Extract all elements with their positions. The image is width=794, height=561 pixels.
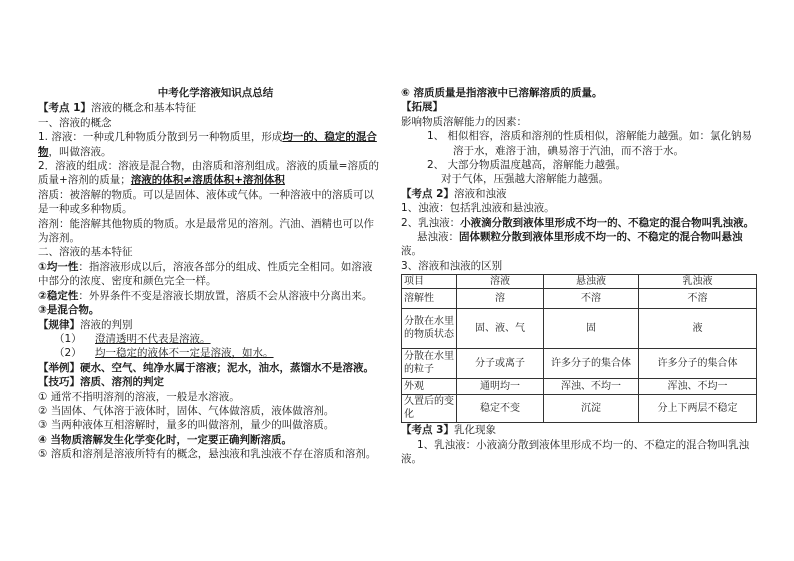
solution-definition (38, 130, 393, 159)
turbid-3-label: 悬浊液： (417, 231, 459, 244)
example-text: 硬水、空气、纯净水属于溶液；泥水，油水，蒸馏水不是溶液。 (80, 361, 374, 374)
table-cell: 溶 (457, 289, 544, 309)
tip-3: ③ 当两种液体互相溶解时，量多的叫做溶剂，量少的叫做溶质。 (38, 419, 335, 432)
rule-1-num: （1） (54, 332, 82, 345)
example-tag: 【举例】 (38, 361, 80, 374)
feature-1-cont: 中部分的浓度、密度和颜色完全一样。 (38, 275, 217, 288)
feature-1-label: ①均一性 (38, 260, 79, 273)
tip-text: 溶质、溶剂的判定 (80, 376, 164, 389)
table-cell: 不溶 (544, 289, 639, 309)
table-cell: 通明均一 (457, 379, 544, 395)
feature-1 (38, 260, 393, 274)
composition-line-1: 2．溶液的组成：溶液是混合物，由溶质和溶剂组成。溶液的质量=溶质的 (38, 160, 379, 173)
solute-line-1: 溶质：被溶解的物质。可以是固体、液体或气体。一种溶液中的溶质可以 (38, 188, 374, 201)
solvent-line-1: 溶剂：能溶解其他物质的物质。水是最常见的溶剂。汽油、酒精也可以作 (38, 217, 374, 230)
table-row (402, 309, 757, 349)
rule-1-text: 澄清透明不代表是溶液。 (95, 332, 211, 345)
tip-1: ① 通常不指明溶剂的溶液，一般是水溶液。 (38, 390, 240, 403)
kp1-heading (38, 101, 393, 115)
table-row-label: 分散在水里的粒子 (402, 349, 457, 379)
table-cell: 液 (639, 309, 757, 349)
extension-1-line-1: 1、 相似相容，溶质和溶剂的性质相似，溶解能力越强。如：氯化钠易 (427, 130, 753, 143)
extension-intro: 影响物质溶解能力的因素： (401, 115, 527, 128)
extension-2: 2、 大部分物质温度越高，溶解能力越强。 (427, 159, 627, 172)
turbid-2-label: 2、乳浊液： (401, 216, 461, 229)
rule-tag: 【规律】 (38, 318, 80, 331)
kp1-text: 溶液的概念和基本特征 (90, 102, 196, 115)
tip-tag: 【技巧】 (38, 376, 80, 389)
tip-2: ② 当固体、气体溶于液体时，固体、气体做溶质，液体做溶剂。 (38, 404, 335, 417)
section-2-heading: 二、溶液的基本特征 (38, 246, 133, 259)
table-cell: 不溶 (639, 289, 757, 309)
emulsion-line-2: 液。 (401, 453, 422, 466)
def-a: 1. 溶液：一种或几种物质分散到另一种物质里，形成 (38, 131, 283, 144)
table-cell: 浑浊、不均一 (639, 379, 757, 395)
table-row (402, 379, 757, 395)
turbid-3 (401, 230, 757, 244)
emulsion-line-1: 1、乳浊液：小液滴分散到液体里形成不均一的、不稳定的混合物叫乳浊 (417, 438, 750, 451)
composition-line-2 (38, 173, 393, 187)
table-header-cell: 悬浊液 (544, 275, 639, 289)
kp2-text: 溶液和浊液 (453, 187, 507, 200)
section-1-heading: 一、溶液的概念 (38, 116, 112, 129)
rule-heading (38, 318, 393, 332)
right-column (401, 86, 757, 467)
table-cell: 分子或离子 (457, 349, 544, 379)
turbid-4: 3、溶液和浊液的区别 (401, 259, 503, 272)
table-row-label: 外观 (402, 379, 457, 395)
extension-1-line-2: 溶于水，难溶于油，碘易溶于汽油，而不溶于水。 (453, 144, 684, 157)
def-c: ，叫做溶液。 (48, 145, 112, 158)
comparison-table (401, 274, 757, 423)
table-cell: 分上下两层不稳定 (639, 395, 757, 423)
turbid-2-text: 小液滴分散到液体里形成不均一的、不稳定的混合物叫乳浊液。 (460, 216, 755, 229)
feature-1-text: ：指溶液形成以后，溶液各部分的组成、性质完全相同。如溶液 (78, 260, 373, 273)
solvent-line-2: 为溶剂。 (38, 232, 80, 245)
tip-heading (38, 375, 393, 389)
document-title: 中考化学溶液知识点总结 (157, 87, 274, 99)
table-header-row (402, 275, 757, 289)
table-cell: 许多分子的集合体 (639, 349, 757, 379)
table-row (402, 349, 757, 379)
kp2-tag: 【考点 2】 (401, 187, 454, 200)
comp-2a: 质量+溶剂的质量； (38, 174, 131, 187)
feature-2-label: ②稳定性 (38, 289, 79, 302)
feature-3: ③是混合物。 (38, 304, 100, 317)
table-cell: 浑浊、不均一 (544, 379, 639, 395)
table-cell: 固、液、气 (457, 309, 544, 349)
table-cell: 固 (544, 309, 639, 349)
rule-2-text: 均一稳定的液体不一定是溶液，如水。 (95, 347, 274, 360)
table-header-cell: 乳浊液 (639, 275, 757, 289)
def-b: 均一的、稳定的混合物 (38, 131, 377, 158)
rule-2 (38, 346, 393, 360)
turbid-3-cont: 液。 (401, 245, 422, 258)
turbid-3-text: 固体颗粒分散到液体里形成不均一的、不稳定的混合物叫悬浊 (459, 231, 743, 244)
feature-2-text: ：外界条件不变是溶液长期放置，溶质不会从溶液中分离出来。 (78, 289, 373, 302)
rule-2-num: （2） (54, 347, 82, 360)
table-row (402, 395, 757, 423)
table-row (402, 289, 757, 309)
table-header-cell: 溶液 (457, 275, 544, 289)
feature-2 (38, 289, 393, 303)
comp-2b: 溶液的体积≠溶质体积+溶剂体积 (130, 174, 285, 187)
kp2-heading (401, 187, 757, 201)
left-column (38, 86, 393, 462)
table-header-cell: 项目 (402, 275, 457, 289)
kp3-heading (401, 423, 757, 437)
table-row-label: 分散在水里的物质状态 (402, 309, 457, 349)
table-cell: 许多分子的集合体 (544, 349, 639, 379)
table-row-label: 久置后的变化 (402, 395, 457, 423)
table-cell: 稳定不变 (457, 395, 544, 423)
rule-text: 溶液的判别 (80, 318, 133, 331)
tip-4: ④ 当物质溶解发生化学变化时，一定要正确判断溶质。 (38, 433, 293, 446)
solute-line-2: 是一种或多种物质。 (38, 203, 133, 216)
kp3-tag: 【考点 3】 (401, 424, 454, 437)
kp3-text: 乳化现象 (453, 424, 496, 437)
tip-5: ⑤ 溶质和溶剂是溶液所特有的概念，悬浊液和乳浊液不存在溶质和溶剂。 (38, 448, 377, 461)
example-line (38, 361, 393, 375)
turbid-1: 1、浊液：包括乳浊液和悬浊液。 (401, 202, 555, 215)
rule-1 (38, 332, 393, 346)
extension-tag: 【拓展】 (401, 101, 443, 114)
extension-3: 对于气体，压强越大溶解能力越强。 (441, 173, 609, 186)
table-row-label: 溶解性 (402, 289, 457, 309)
kp1-tag: 【考点 1】 (38, 102, 91, 115)
turbid-2 (401, 216, 757, 230)
point-6: ⑥ 溶质质量是指溶液中已溶解溶质的质量。 (401, 87, 603, 99)
table-cell: 沉淀 (544, 395, 639, 423)
